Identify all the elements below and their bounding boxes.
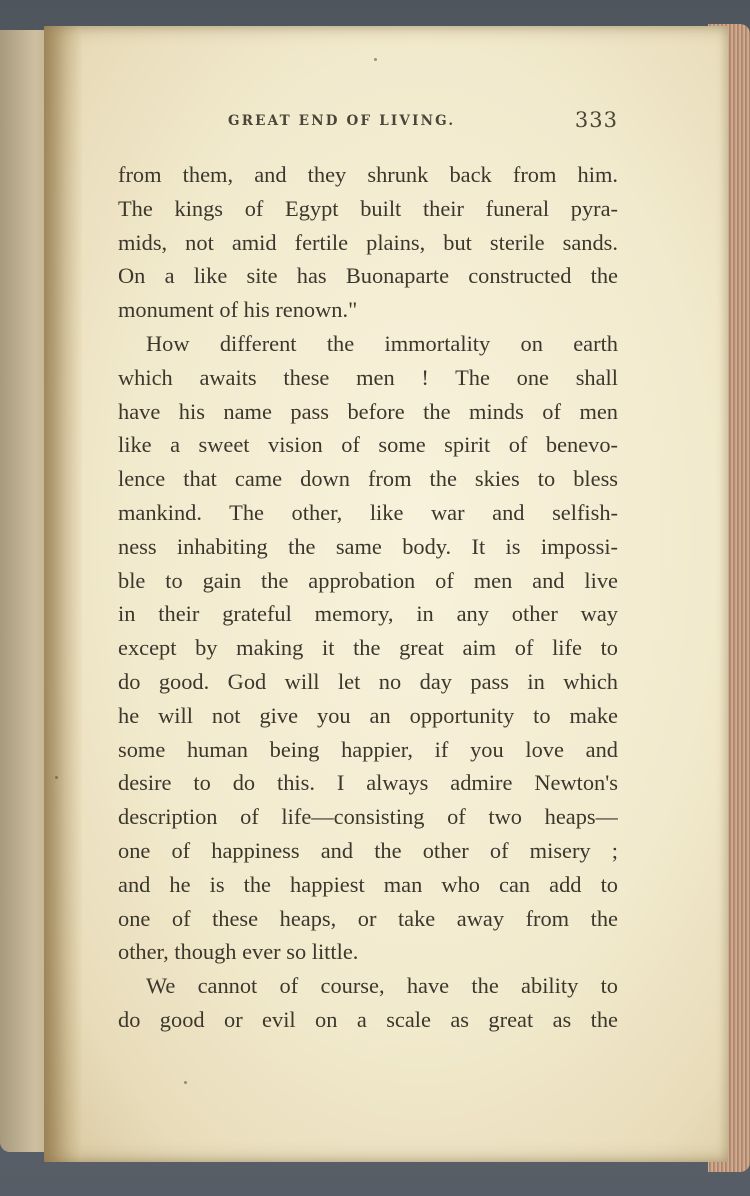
text-line: have his name pass before the minds of men [118, 398, 618, 424]
text-line: he will not give you an opportunity to make [118, 702, 618, 728]
text-line: which awaits these men ! The one shall [118, 364, 618, 390]
text-line: do good or evil on a scale as great as the [118, 1006, 618, 1032]
paragraph-1 [118, 158, 618, 327]
running-head [118, 108, 618, 138]
paragraph-3 [118, 969, 618, 1037]
text-line: desire to do this. I always admire Newton's [118, 770, 618, 796]
text-line: mids, not amid fertile plains, but sterile sands. [118, 229, 618, 255]
text-line: from them, and they shrunk back from him. [118, 162, 618, 187]
text-line: some human being happier, if you love and [118, 736, 618, 762]
text-line: monument of his renown." [118, 297, 358, 323]
running-title: GREAT END OF LIVING. [228, 113, 456, 129]
text-line: one of these heaps, or take away from the [118, 905, 618, 931]
book-page [44, 26, 728, 1162]
paper-speck [184, 1081, 187, 1084]
text-line: do good. God will let no day pass in which [118, 668, 618, 694]
text-line: one of happiness and the other of misery ; [118, 837, 618, 863]
paragraph-2 [118, 327, 618, 969]
text-line: We cannot of course, have the ability to [146, 973, 618, 999]
page-gutter-shadow [44, 26, 82, 1162]
text-line: and he is the happiest man who can add to [118, 871, 618, 897]
body-text [118, 158, 618, 1037]
text-line: ness inhabiting the same body. It is impossi- [118, 533, 618, 559]
page-number: 333 [574, 108, 618, 132]
text-line: other, though ever so little. [118, 939, 359, 965]
text-line: lence that came down from the skies to bless [118, 466, 618, 492]
text-line: except by making it the great aim of life to [118, 635, 618, 661]
text-line: in their grateful memory, in any other way [118, 601, 618, 627]
text-line: like a sweet vision of some spirit of benevo- [118, 432, 618, 458]
paper-speck [55, 776, 58, 779]
text-line: How different the immortality on earth [146, 330, 618, 356]
text-line: On a like site has Buonaparte constructed the [118, 263, 618, 289]
text-line: mankind. The other, like war and selfish- [118, 499, 618, 525]
text-line: The kings of Egypt built their funeral pyra- [118, 195, 618, 221]
text-line: description of life—consisting of two heaps— [118, 804, 618, 830]
paper-speck [374, 58, 377, 61]
text-line: ble to gain the approbation of men and live [118, 567, 618, 593]
